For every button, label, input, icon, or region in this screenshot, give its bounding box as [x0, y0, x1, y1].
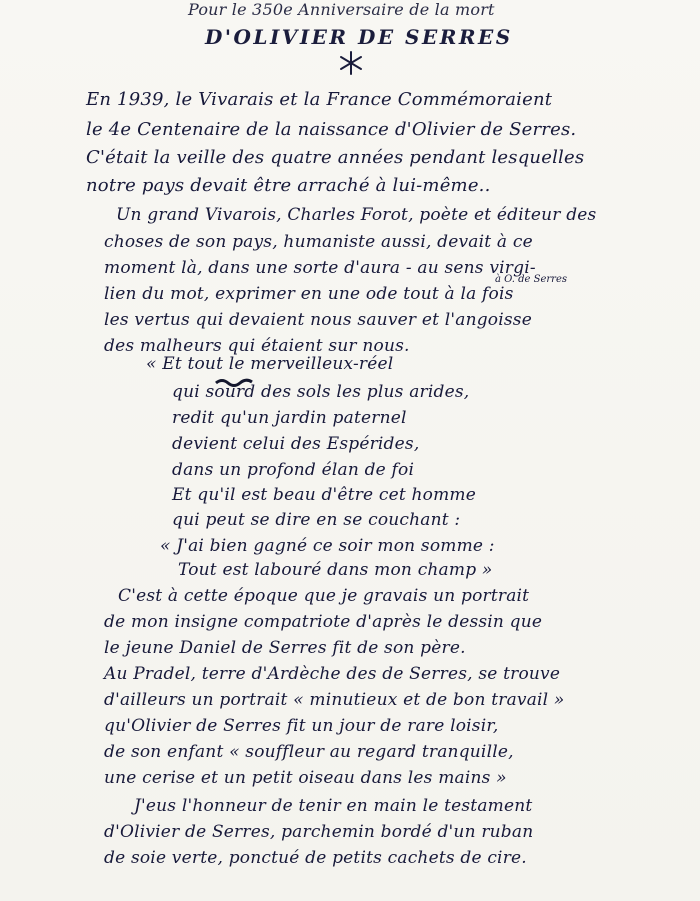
letter-line: de son enfant « souffleur au regard tranquille,: [104, 742, 514, 762]
poem-line: devient celui des Espérides,: [172, 434, 420, 454]
poem-line: « J'ai bien gagné ce soir mon somme :: [160, 536, 495, 556]
poem-line: qui sourd des sols les plus arides,: [172, 382, 470, 402]
letter-line: C'était la veille des quatre années pendant lesquelles: [86, 147, 585, 168]
letter-line: le jeune Daniel de Serres fit de son père.: [104, 638, 466, 658]
letter-line: Un grand Vivarois, Charles Forot, poète et éditeur des: [116, 205, 597, 225]
letter-line: Au Pradel, terre d'Ardèche des de Serres, se trouve: [104, 664, 561, 684]
letter-line: lien du mot, exprimer en une ode tout à la fois: [104, 284, 514, 304]
letter-title: D'OLIVIER DE SERRES: [205, 25, 513, 49]
letter-line: une cerise et un petit oiseau dans les mains »: [104, 768, 507, 788]
letter-line: des malheurs qui étaient sur nous.: [104, 336, 410, 356]
letter-line: d'Olivier de Serres, parchemin bordé d'un ruban: [104, 822, 534, 842]
letter-line: qu'Olivier de Serres fit un jour de rare loisir,: [104, 716, 499, 736]
letter-line: de mon insigne compatriote d'après le dessin que: [104, 612, 543, 632]
letter-line: choses de son pays, humaniste aussi, devait à ce: [104, 232, 533, 252]
letter-line: le 4e Centenaire de la naissance d'Olivier de Serres.: [86, 119, 577, 140]
letter-line: notre pays devait être arraché à lui-même..: [86, 175, 491, 196]
asterisk-ornament-icon: [338, 50, 364, 76]
letter-line: C'est à cette époque que je gravais un portrait: [118, 586, 530, 606]
letter-line: J'eus l'honneur de tenir en main le testament: [134, 796, 533, 816]
poem-line: Tout est labouré dans mon champ »: [178, 560, 493, 580]
poem-line: qui peut se dire en se couchant :: [172, 510, 461, 530]
letter-line: les vertus qui devaient nous sauver et l'angoisse: [104, 310, 532, 330]
letter-line: d'ailleurs un portrait « minutieux et de bon travail »: [104, 690, 565, 710]
poem-line: redit qu'un jardin paternel: [172, 408, 407, 428]
letter-line: moment là, dans une sorte d'aura - au sens virgi-: [104, 258, 536, 278]
letter-line: En 1939, le Vivarais et la France Commémoraient: [86, 89, 553, 110]
poem-line: dans un profond élan de foi: [172, 460, 415, 480]
poem-line: Et qu'il est beau d'être cet homme: [172, 485, 477, 505]
poem-line: « Et tout le merveilleux-réel: [146, 354, 394, 374]
letter-line: de soie verte, ponctué de petits cachets de cire.: [104, 848, 527, 868]
letter-header: Pour le 350e Anniversaire de la mort: [188, 0, 495, 19]
margin-insertion: à O. de Serres: [495, 274, 567, 285]
